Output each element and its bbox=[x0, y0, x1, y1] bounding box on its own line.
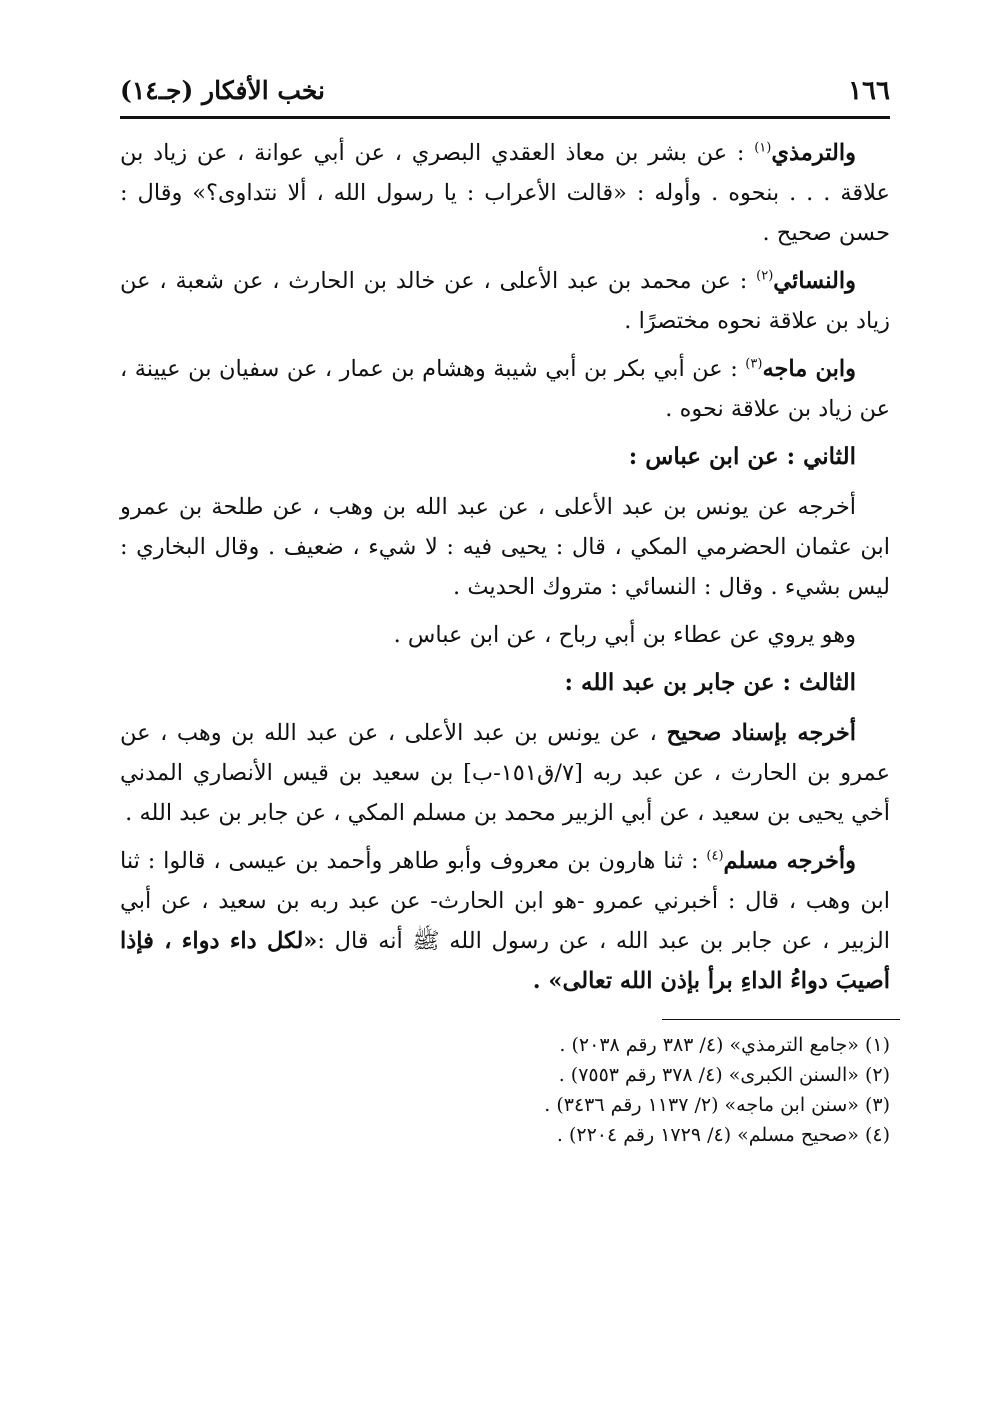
paragraph-text: ، عن يونس بن عبد الأعلى ، عن عبد الله بن وهب ، عن عمرو بن الحارث ، عن عبد ربه [٧/ق١٥١-ب] بن سعيد بن قيس الأنصاري المدني أخي يحيى بن سعيد ، عن أبي الزبير محمد بن مسلم المكي ، عن جابر بن عبد الله . bbox=[120, 720, 890, 826]
paragraph-text: : عن محمد بن عبد الأعلى ، عن خالد بن الحارث ، عن شعبة ، عن زياد بن علاقة نحوه مختصرًا . bbox=[120, 268, 890, 334]
footnote-separator bbox=[662, 1019, 900, 1020]
footnote-ref: (١) bbox=[754, 140, 772, 156]
paragraph-text: : عن أبي بكر بن أبي شيبة وهشام بن عمار ، عن سفيان بن عيينة ، عن زياد بن علاقة نحوه . bbox=[120, 356, 890, 422]
paragraph-text: : عن بشر بن معاذ العقدي البصري ، عن أبي عوانة ، عن زياد بن علاقة . . . بنحوه . وأوله : «قالت الأعراب : يا رسول الله ، ألا نتداوى؟» وقال : حسن صحيح . bbox=[120, 140, 890, 246]
footnote-ref: (٤) bbox=[706, 848, 724, 864]
section-heading-ibn-abbas: الثاني : عن ابن عباس : bbox=[628, 443, 856, 470]
paragraph-jabir-1 bbox=[120, 713, 890, 833]
paragraph-lead: وأخرجه مسلم bbox=[723, 848, 857, 874]
footnote-ref: (٣) bbox=[745, 356, 763, 372]
footnote-3: (٣) «سنن ابن ماجه» (٢/ ١١٣٧ رقم ٣٤٣٦) . bbox=[544, 1094, 890, 1116]
hadith-quote: «لكل داء دواء ، فإذا أصيبَ دواءُ الداءِ برأ بإذن الله تعالى» . bbox=[120, 928, 890, 994]
paragraph-jabir-2 bbox=[120, 841, 890, 1001]
paragraph-tirmidhi bbox=[120, 133, 890, 253]
running-title: نخب الأفكار (جـ١٤) bbox=[120, 76, 326, 105]
paragraph-lead: والترمذي bbox=[771, 140, 856, 166]
footnote-2: (٢) «السنن الكبرى» (٤/ ٣٧٨ رقم ٧٥٥٣) . bbox=[558, 1064, 890, 1086]
paragraph-lead: والنسائي bbox=[773, 268, 856, 294]
paragraph-lead: وابن ماجه bbox=[762, 356, 856, 382]
paragraph-ibn-abbas-1: أخرجه عن يونس بن عبد الأعلى ، عن عبد الله بن وهب ، عن طلحة بن عمرو ابن عثمان الحضرمي المكي ، قال : يحيى فيه : لا شيء ، ضعيف . وقال البخاري : ليس بشيء . وقال : النسائي : متروك الحديث . bbox=[120, 494, 890, 600]
paragraph-text: : ثنا هارون بن معروف وأبو طاهر وأحمد بن عيسى ، قالوا : ثنا ابن وهب ، قال : أخبرني عمرو -هو ابن الحارث- عن عبد ربه بن سعيد ، عن أبي الزبير ، عن جابر بن عبد الله ، عن رسول الله ﷺ أنه قال : bbox=[120, 848, 890, 954]
paragraph-ibn-abbas-2: وهو يروي عن عطاء بن أبي رباح ، عن ابن عباس . bbox=[393, 622, 856, 648]
paragraph-nasai bbox=[120, 261, 890, 341]
section-heading-jabir: الثالث : عن جابر بن عبد الله : bbox=[564, 669, 856, 696]
footnotes bbox=[120, 1030, 890, 1150]
page-body bbox=[120, 133, 890, 1001]
footnote-ref: (٢) bbox=[756, 268, 774, 284]
paragraph-lead: أخرجه بإسناد صحيح bbox=[666, 720, 856, 746]
book-page bbox=[120, 70, 890, 1150]
footnote-4: (٤) «صحيح مسلم» (٤/ ١٧٢٩ رقم ٢٢٠٤) . bbox=[556, 1124, 890, 1146]
paragraph-ibn-majah bbox=[120, 349, 890, 429]
page-number: ١٦٦ bbox=[848, 76, 890, 106]
page-header bbox=[120, 70, 890, 119]
footnote-1: (١) «جامع الترمذي» (٤/ ٣٨٣ رقم ٢٠٣٨) . bbox=[559, 1034, 890, 1056]
